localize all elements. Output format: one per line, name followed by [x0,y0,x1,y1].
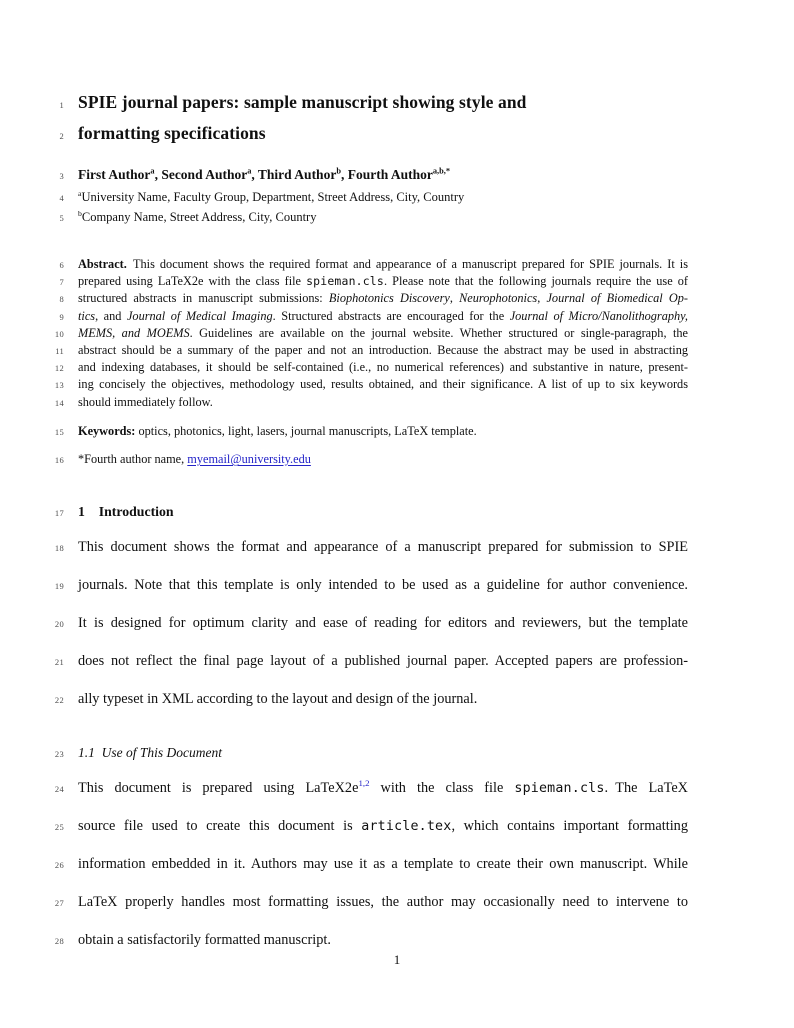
text-segment: obtain a satisfactorily formatted manuscript. [78,931,331,948]
superscript-text: a [247,166,252,176]
text-segment: *Fourth author name, [78,451,188,466]
line-number: 14 [54,397,64,408]
text-segment: , Fourth Author [340,167,433,182]
superscript-text: a [78,188,82,198]
text-line [0,325,794,342]
code-text: spieman.cls [306,274,384,289]
text-line [0,605,794,643]
text-segment: formatting specifications [78,123,266,143]
text-segment: University Name, Faculty Group, Department, Street Address, City, Country [81,190,465,204]
text-line [0,394,794,411]
line-number: 8 [59,294,64,305]
text-segment: information embedded in it. Authors may use it as a template to create their own manuscript. While [78,855,688,872]
italic-text: Journal of Micro/Nanolithography, [509,308,688,323]
contact-line [0,451,794,469]
text-segment: . Structured abstracts are encouraged for the [272,308,510,323]
line-content [78,567,688,604]
text-segment: structured abstracts in manuscript submissions: [78,291,329,306]
italic-text: Journal of Medical Imaging [126,308,273,323]
text-segment: This document shows the required format and appearance of a manuscript prepared for SPIE journals. It is [126,257,688,271]
line-content [78,359,688,375]
text-segment: 1 Introduction [78,503,174,519]
text-segment: LaTeX properly handles most formatting issues, the author may occasionally need to intervene to [78,893,688,910]
line-content [78,808,688,845]
line-number: 16 [54,454,64,465]
line-content [78,88,688,116]
text-line [0,342,794,359]
line-content [78,529,688,566]
italic-text: MEMS, and MOEMS [78,325,190,340]
text-segment: does not reflect the final page layout of a published journal paper. Accepted papers are profession- [78,652,688,669]
text-segment: , [537,291,547,306]
line-content [78,846,688,883]
text-segment: optics, photonics, light, lasers, journal manuscripts, LaTeX template. [135,423,477,438]
text-segment: , Third Author [251,167,337,182]
line-content [78,273,688,289]
line-number: 26 [54,859,64,870]
text-segment: journals. Note that this template is only intended to be used as a guideline for author convenience. [78,576,688,593]
text-line [0,119,794,150]
bold-text: Keywords: [78,423,136,438]
text-line [0,256,794,273]
text-line [0,290,794,307]
line-number: 6 [59,260,64,270]
line-number: 2 [59,131,64,141]
line-number: 17 [54,507,64,518]
superscript-text: b [336,166,341,176]
text-line [0,188,794,208]
line-content [78,394,688,410]
text-line [0,502,794,523]
line-number: 11 [55,346,64,357]
text-segment: This document shows the format and appearance of a manuscript prepared for submission to SPIE [78,538,688,555]
paper-title [0,88,794,150]
line-content [78,451,688,468]
section-heading-introduction [0,502,794,523]
text-segment: with the class file [369,779,515,796]
keywords-line [0,423,794,441]
text-segment: . Please note that the following journals require the use of [383,274,688,289]
text-segment: . Guidelines are available on the journal website. Whether structured or single-paragraph, the [189,325,689,340]
line-number: 7 [59,277,64,288]
line-content [78,643,688,680]
subsection-heading-use-of-this-document [0,743,794,764]
line-number: 27 [54,897,64,908]
line-number: 3 [59,171,64,181]
line-content [78,605,688,642]
line-content [78,208,688,227]
line-number: 22 [54,694,64,705]
line-content [78,770,688,807]
line-number: 4 [59,193,64,203]
text-line [0,884,794,922]
line-content [78,290,688,306]
text-segment: 1.1 Use of This Document [78,744,222,760]
text-line [0,423,794,441]
text-line [0,529,794,567]
line-number: 9 [59,311,64,322]
line-number: 28 [54,935,64,946]
superscript-text: a,b,* [432,166,451,176]
citation-link[interactable]: 1,2 [358,778,370,789]
superscript-text: b [78,208,82,218]
text-segment: ing concisely the objectives, methodology used, results obtained, and their significance. A list of up to six keywords [78,377,688,392]
text-line [0,208,794,228]
text-line [0,808,794,846]
bold-text: Abstract. [78,257,127,271]
intro-paragraph [0,529,794,719]
text-line [0,743,794,764]
code-text: spieman.cls [514,780,605,796]
author-line [0,165,794,186]
line-number: 13 [54,380,64,391]
line-number: 20 [54,618,64,629]
text-segment: prepared using LaTeX2e with the class file [78,274,307,289]
line-content [78,308,688,324]
line-content [78,502,688,522]
line-content [78,325,688,341]
text-segment: It is designed for optimum clarity and ease of reading for editors and reviewers, but the template [78,614,688,631]
line-number: 5 [59,213,64,223]
line-content [78,119,688,147]
text-line [0,376,794,393]
code-text: article.tex [361,818,452,834]
italic-text: tics [78,308,96,323]
text-segment: source file used to create this document is [78,817,362,834]
line-content [78,423,688,440]
line-content [78,342,688,358]
text-segment: should immediately follow. [78,394,213,409]
text-line [0,88,794,119]
text-line [0,308,794,325]
line-number: 10 [54,328,64,339]
text-segment: , Second Author [154,167,248,182]
line-number: 18 [54,542,64,553]
text-segment: Company Name, Street Address, City, Country [81,210,317,224]
text-segment: abstract should be a summary of the paper and not an introduction. Because the abstract may be used in abstracting [78,343,688,358]
text-segment: , and [95,308,127,323]
text-line [0,567,794,605]
text-segment: . The LaTeX [604,779,688,796]
line-number: 1 [59,100,64,110]
line-content [78,376,688,392]
text-segment: , which contains important formatting [451,817,688,834]
line-content [78,256,688,272]
text-line [0,681,794,719]
line-content [78,743,688,763]
text-line [0,770,794,808]
line-number: 21 [54,656,64,667]
text-segment: This document is prepared using LaTeX2e [78,779,359,796]
text-segment: ally typeset in XML according to the layout and design of the journal. [78,690,478,707]
text-line [0,846,794,884]
line-number: 12 [54,363,64,374]
italic-text: Journal of Biomedical Op- [546,291,688,306]
text-segment: First Author [78,167,151,182]
page-number: 1 [393,952,401,967]
superscript-text: a [150,166,155,176]
line-number: 23 [54,748,64,759]
line-content [78,884,688,921]
line-number: 15 [54,426,64,437]
line-content [78,165,688,185]
abstract [0,256,794,411]
text-line [0,451,794,469]
italic-text: Neurophotonics [459,291,538,306]
text-line [0,359,794,376]
text-line [0,273,794,290]
text-line [0,643,794,681]
affiliations [0,188,794,228]
line-number: 25 [54,821,64,832]
email-link[interactable]: myemail@university.edu [187,451,311,466]
subsection-paragraph [0,770,794,960]
line-content [78,188,688,207]
text-segment: , [449,291,460,306]
line-number: 19 [54,580,64,591]
italic-text: Biophotonics Discovery [328,291,450,306]
text-segment: SPIE journal papers: sample manuscript showing style and [78,92,527,112]
text-segment: and indexing databases, it should be self-contained (i.e., no numerical references) and substantive in nature, present- [78,360,688,375]
line-number: 24 [54,783,64,794]
text-line [0,165,794,186]
line-content [78,681,688,718]
